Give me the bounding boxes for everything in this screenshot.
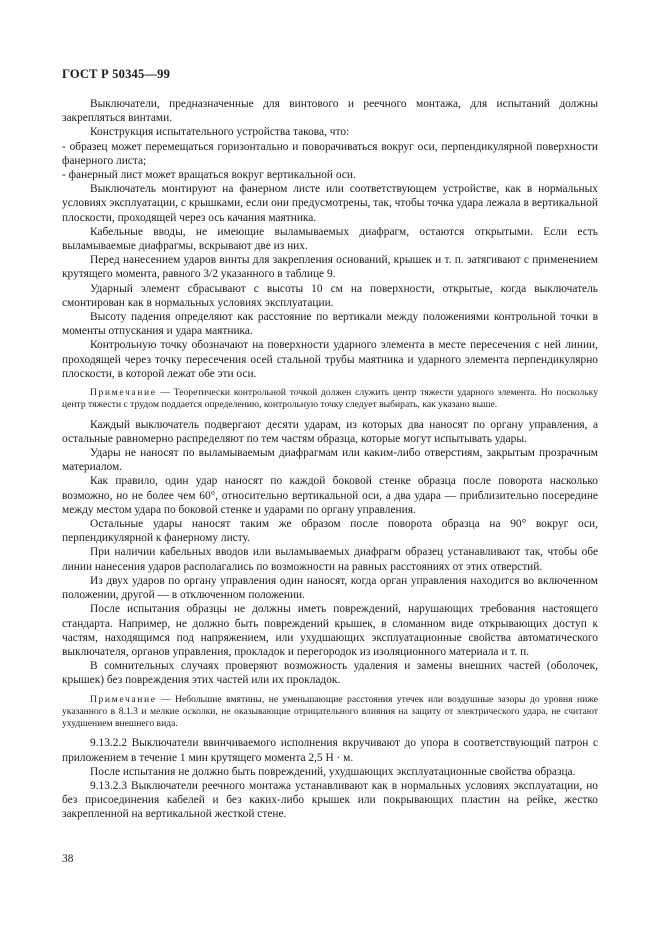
note [62, 387, 598, 412]
paragraph: Конструкция испытательного устройства такова, что: [90, 126, 350, 139]
paragraph: После испытания не должно быть повреждений, ухудшающих эксплуатационные свойства образца. [90, 765, 576, 778]
paragraph: Удары не наносят по выламываемым диафрагмам или каким-либо отверстиям, закрытым прозрачным материалом. [62, 447, 598, 474]
paragraph: После испытания образцы не должны иметь повреждений, нарушающих требования настоящего стандарта. Например, не должно быть повреждений крышек, в сломанном виде открывающих доступ к частям, находящимся под напряжением, или ухудшающих эксплуатационные свойства автоматического выключателя, органов управления, прокладок и перегородок из изоляционного материала и т. п. [62, 603, 598, 658]
paragraph: Выключатель монтируют на фанерном листе или соответствующем устройстве, как в нормальных условиях эксплуатации, с крышками, если они предусмотрены, так, чтобы точка удара лежала в вертикальной плоскости, проходящей через ось качания маятника. [62, 183, 598, 224]
note [62, 694, 598, 731]
paragraph: Контрольную точку обозначают на поверхности ударного элемента в месте пересечения с ней линии, проходящей через точку пересечения осей стальной трубы маятника и ударного элемента перпендикулярно плоскости, в которой лежат обе эти оси. [62, 339, 598, 380]
paragraph: Перед нанесением ударов винты для закрепления оснований, крышек и т. п. затягивают с применением крутящего момента, равного 3/2 указанного в таблице 9. [62, 254, 598, 281]
paragraph: Остальные удары наносят таким же образом после поворота образца на 90° вокруг оси, перпендикулярной к фанерному листу. [62, 518, 598, 545]
page-body [62, 97, 598, 822]
note-label: Примечание [90, 387, 157, 399]
paragraph: Выключатели, предназначенные для винтового и реечного монтажа, для испытаний должны закрепляться винтами. [62, 98, 598, 125]
paragraph: При наличии кабельных вводов или выламываемых диафрагм образец устанавливают так, чтобы обе линии нанесения ударов располагались по возможности на равных расстояниях от этих отверстий. [62, 546, 598, 573]
paragraph: Из двух ударов по органу управления один наносят, когда орган управления находится во включенном положении, другой — в отключенном положении. [62, 574, 598, 602]
section-paragraph: 9.13.2.3 Выключатели реечного монтажа устанавливают как в нормальных условиях эксплуатации, но без присоединения кабелей и без каких-либо крышек или покрывающих пластин на рейке, жестко закрепленной на вертикальной жесткой стене. [62, 780, 598, 821]
paragraph: Высоту падения определяют как расстояние по вертикали между положениями контрольной точки в моменты отпускания и удара маятника. [62, 311, 598, 338]
paragraph: Как правило, один удар наносят по каждой боковой стенке образца после поворота насколько возможно, но не более чем 60°, относительно вертикальной оси, а два удара — приблизительно посередине между местом удара по боковой стенке и ударами по органу управления. [62, 475, 598, 516]
paragraph: В сомнительных случаях проверяют возможность удаления и замены внешних частей (оболочек, крышек) без повреждения этих частей или их прокладок. [62, 660, 598, 687]
document-header: ГОСТ Р 50345—99 [62, 67, 171, 81]
note-text: — Теоретически контрольной точкой должен служить центр тяжести ударного элемента. Но поскольку центр тяжести с трудом поддается определению, контрольную точку следует выбирать, как указано выше. [62, 387, 598, 411]
paragraph: Ударный элемент сбрасывают с высоты 10 см на поверхности, открытые, когда выключатель смонтирован как в нормальных условиях эксплуатации. [62, 282, 598, 309]
note-label: Примечание [90, 693, 157, 705]
note-text: — Небольшие вмятины, не уменьшающие расстояния утечек или воздушные зазоры до уровня ниже указанного в 8.1.3 и мелкие осколки, не оказывающие отрицательного влияния на защиту от электрического удара, не считают ухудшением внешнего вида. [62, 693, 598, 730]
page-number: 38 [62, 853, 74, 865]
paragraph: Кабельные вводы, не имеющие выламываемых диафрагм, остаются открытыми. Если есть выламываемые диафрагмы, вскрывают две из них. [62, 225, 598, 253]
list-item: - образец может перемещаться горизонтально и поворачиваться вокруг оси, перпендикулярной поверхности фанерного листа; [62, 140, 598, 167]
section-paragraph: 9.13.2.2 Выключатели ввинчиваемого исполнения вкручивают до упора в соответствующий патрон с приложением в течение 1 мин крутящего момента 2,5 Н · м. [62, 737, 598, 764]
list-item: - фанерный лист может вращаться вокруг вертикальной оси. [62, 169, 356, 182]
paragraph: Каждый выключатель подвергают десяти ударам, из которых два наносят по органу управления, а остальные равномерно распределяют по тем частям образца, которые могут испытывать удары. [62, 418, 598, 445]
